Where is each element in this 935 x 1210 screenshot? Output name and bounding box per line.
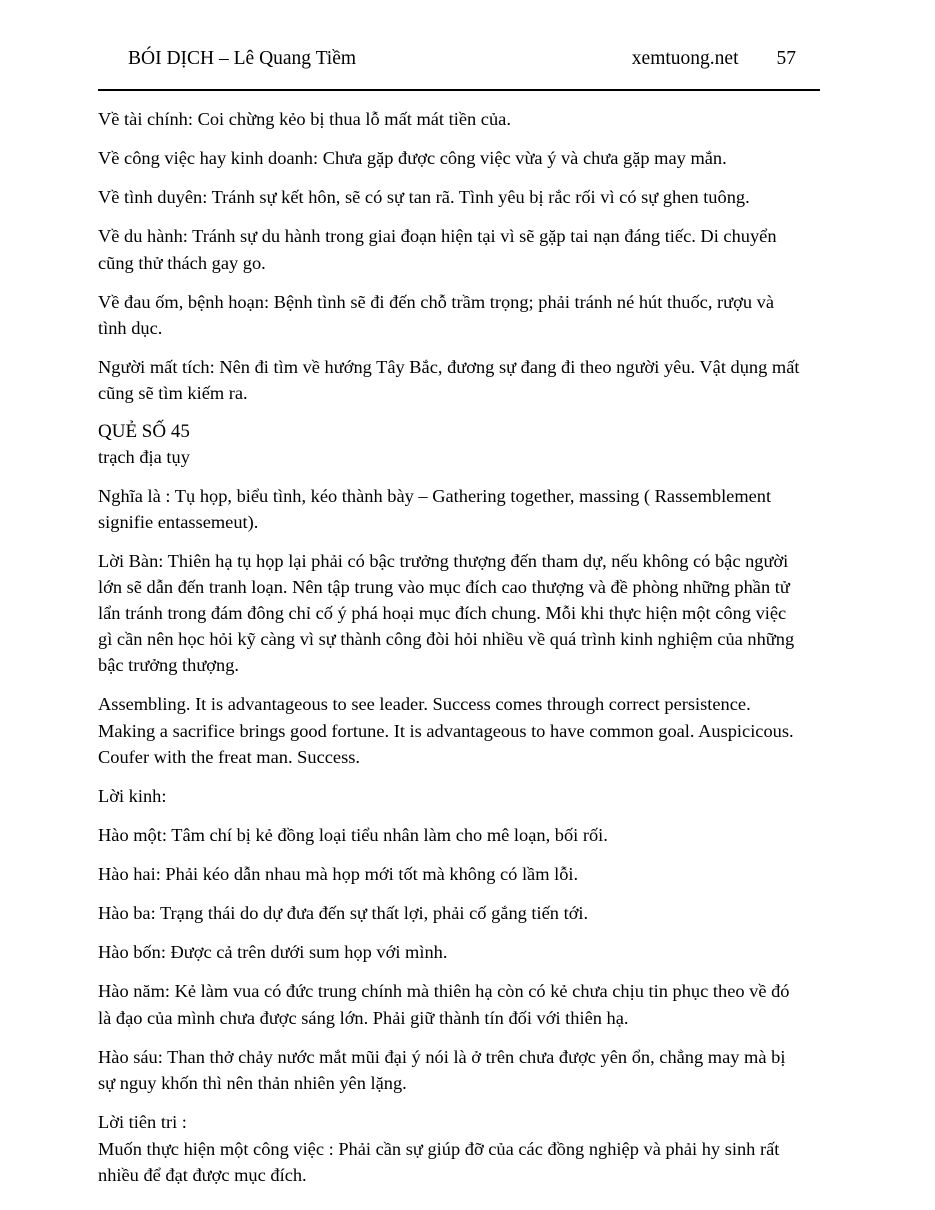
- header-book-title: BÓI DỊCH – Lê Quang Tiềm: [128, 48, 357, 69]
- hexagram-title: QUẺ SỐ 45: [98, 421, 190, 443]
- paragraph-english-translation: Assembling. It is advantageous to see leader. Success comes through correct persistence. Making a sacrifice brings good fortune. It is advantageous to have common goal. Auspicicous. Coufer with the freat man. Success.: [98, 694, 794, 767]
- paragraph-finance: Về tài chính: Coi chừng kẻo bị thua lỗ mất mát tiền của.: [98, 109, 511, 129]
- header-website: xemtuong.net: [631, 48, 739, 69]
- paragraph-travel: Về du hành: Tránh sự du hành trong giai đoạn hiện tại vì sẽ gặp tai nạn đáng tiếc. Di chuyển cũng thử thách gay go.: [98, 226, 777, 273]
- page-header: [98, 48, 820, 88]
- paragraph-meaning: Nghĩa là : Tụ họp, biểu tình, kéo thành bày – Gathering together, massing ( Rassemblement signifie entassemeut).: [98, 485, 772, 532]
- hexagram-subtitle: trạch địa tụy: [98, 446, 190, 467]
- line-six: Hào sáu: Than thở chảy nước mắt mũi đại ý nói là ở trên chưa được yên ổn, chẳng may mà bị sự nguy khốn thì nên thản nhiên yên lặng.: [98, 1046, 786, 1093]
- line-five: Hào năm: Kẻ làm vua có đức trung chính mà thiên hạ còn có kẻ chưa chịu tin phục theo về đó là đạo của mình chưa được sáng lớn. Phải giữ thành tín đối với thiên hạ.: [98, 981, 790, 1028]
- line-one: Hào một: Tâm chí bị kẻ đồng loại tiểu nhân làm cho mê loạn, bối rối.: [98, 824, 608, 845]
- paragraph-health: Về đau ốm, bệnh hoạn: Bệnh tình sẽ đi đến chỗ trầm trọng; phải tránh né hút thuốc, rượu và tình dục.: [98, 291, 774, 338]
- paragraph-business: Về công việc hay kinh doanh: Chưa gặp được công việc vừa ý và chưa gặp may mắn.: [98, 148, 727, 169]
- line-four: Hào bốn: Được cả trên dưới sum họp với mình.: [98, 942, 448, 963]
- prediction-text: Muốn thực hiện một công việc : Phải cần sự giúp đỡ của các đồng nghiệp và phải hy sinh rất nhiều để đạt được mục đích.: [98, 1139, 780, 1186]
- page-content: [98, 106, 804, 1201]
- paragraph-commentary: Lời Bàn: Thiên hạ tụ họp lại phải có bậc trưởng thượng đến tham dự, nếu không có bậc người lớn sẽ dẫn đến tranh loạn. Nên tập trung vào mục đích cao thượng và đề phòng những phần tử lẩn tránh trong đám đông chỉ cố ý phá hoại mục đích chung. Mỗi khi thực hiện một công việc gì cần nên học hỏi kỹ càng vì sự thành công đòi hỏi nhiều về quá trình kinh nghiệm của những bậc trưởng thượng.: [98, 550, 795, 676]
- line-two: Hào hai: Phải kéo dẫn nhau mà họp mới tốt mà không có lầm lỗi.: [98, 864, 579, 885]
- lines-heading: Lời kinh:: [98, 785, 167, 806]
- header-divider: [98, 89, 820, 91]
- line-three: Hào ba: Trạng thái do dự đưa đến sự thất lợi, phải cố gắng tiến tới.: [98, 903, 589, 924]
- paragraph-missing-person: Người mất tích: Nên đi tìm về hướng Tây Bắc, đương sự đang đi theo người yêu. Vật dụng mất cũng sẽ tìm kiếm ra.: [98, 356, 800, 403]
- prediction-heading: Lời tiên tri :: [98, 1111, 187, 1132]
- page-number: 57: [776, 48, 796, 69]
- paragraph-romance: Về tình duyên: Tránh sự kết hôn, sẽ có sự tan rã. Tình yêu bị rắc rối vì có sự ghen tuông.: [98, 187, 750, 208]
